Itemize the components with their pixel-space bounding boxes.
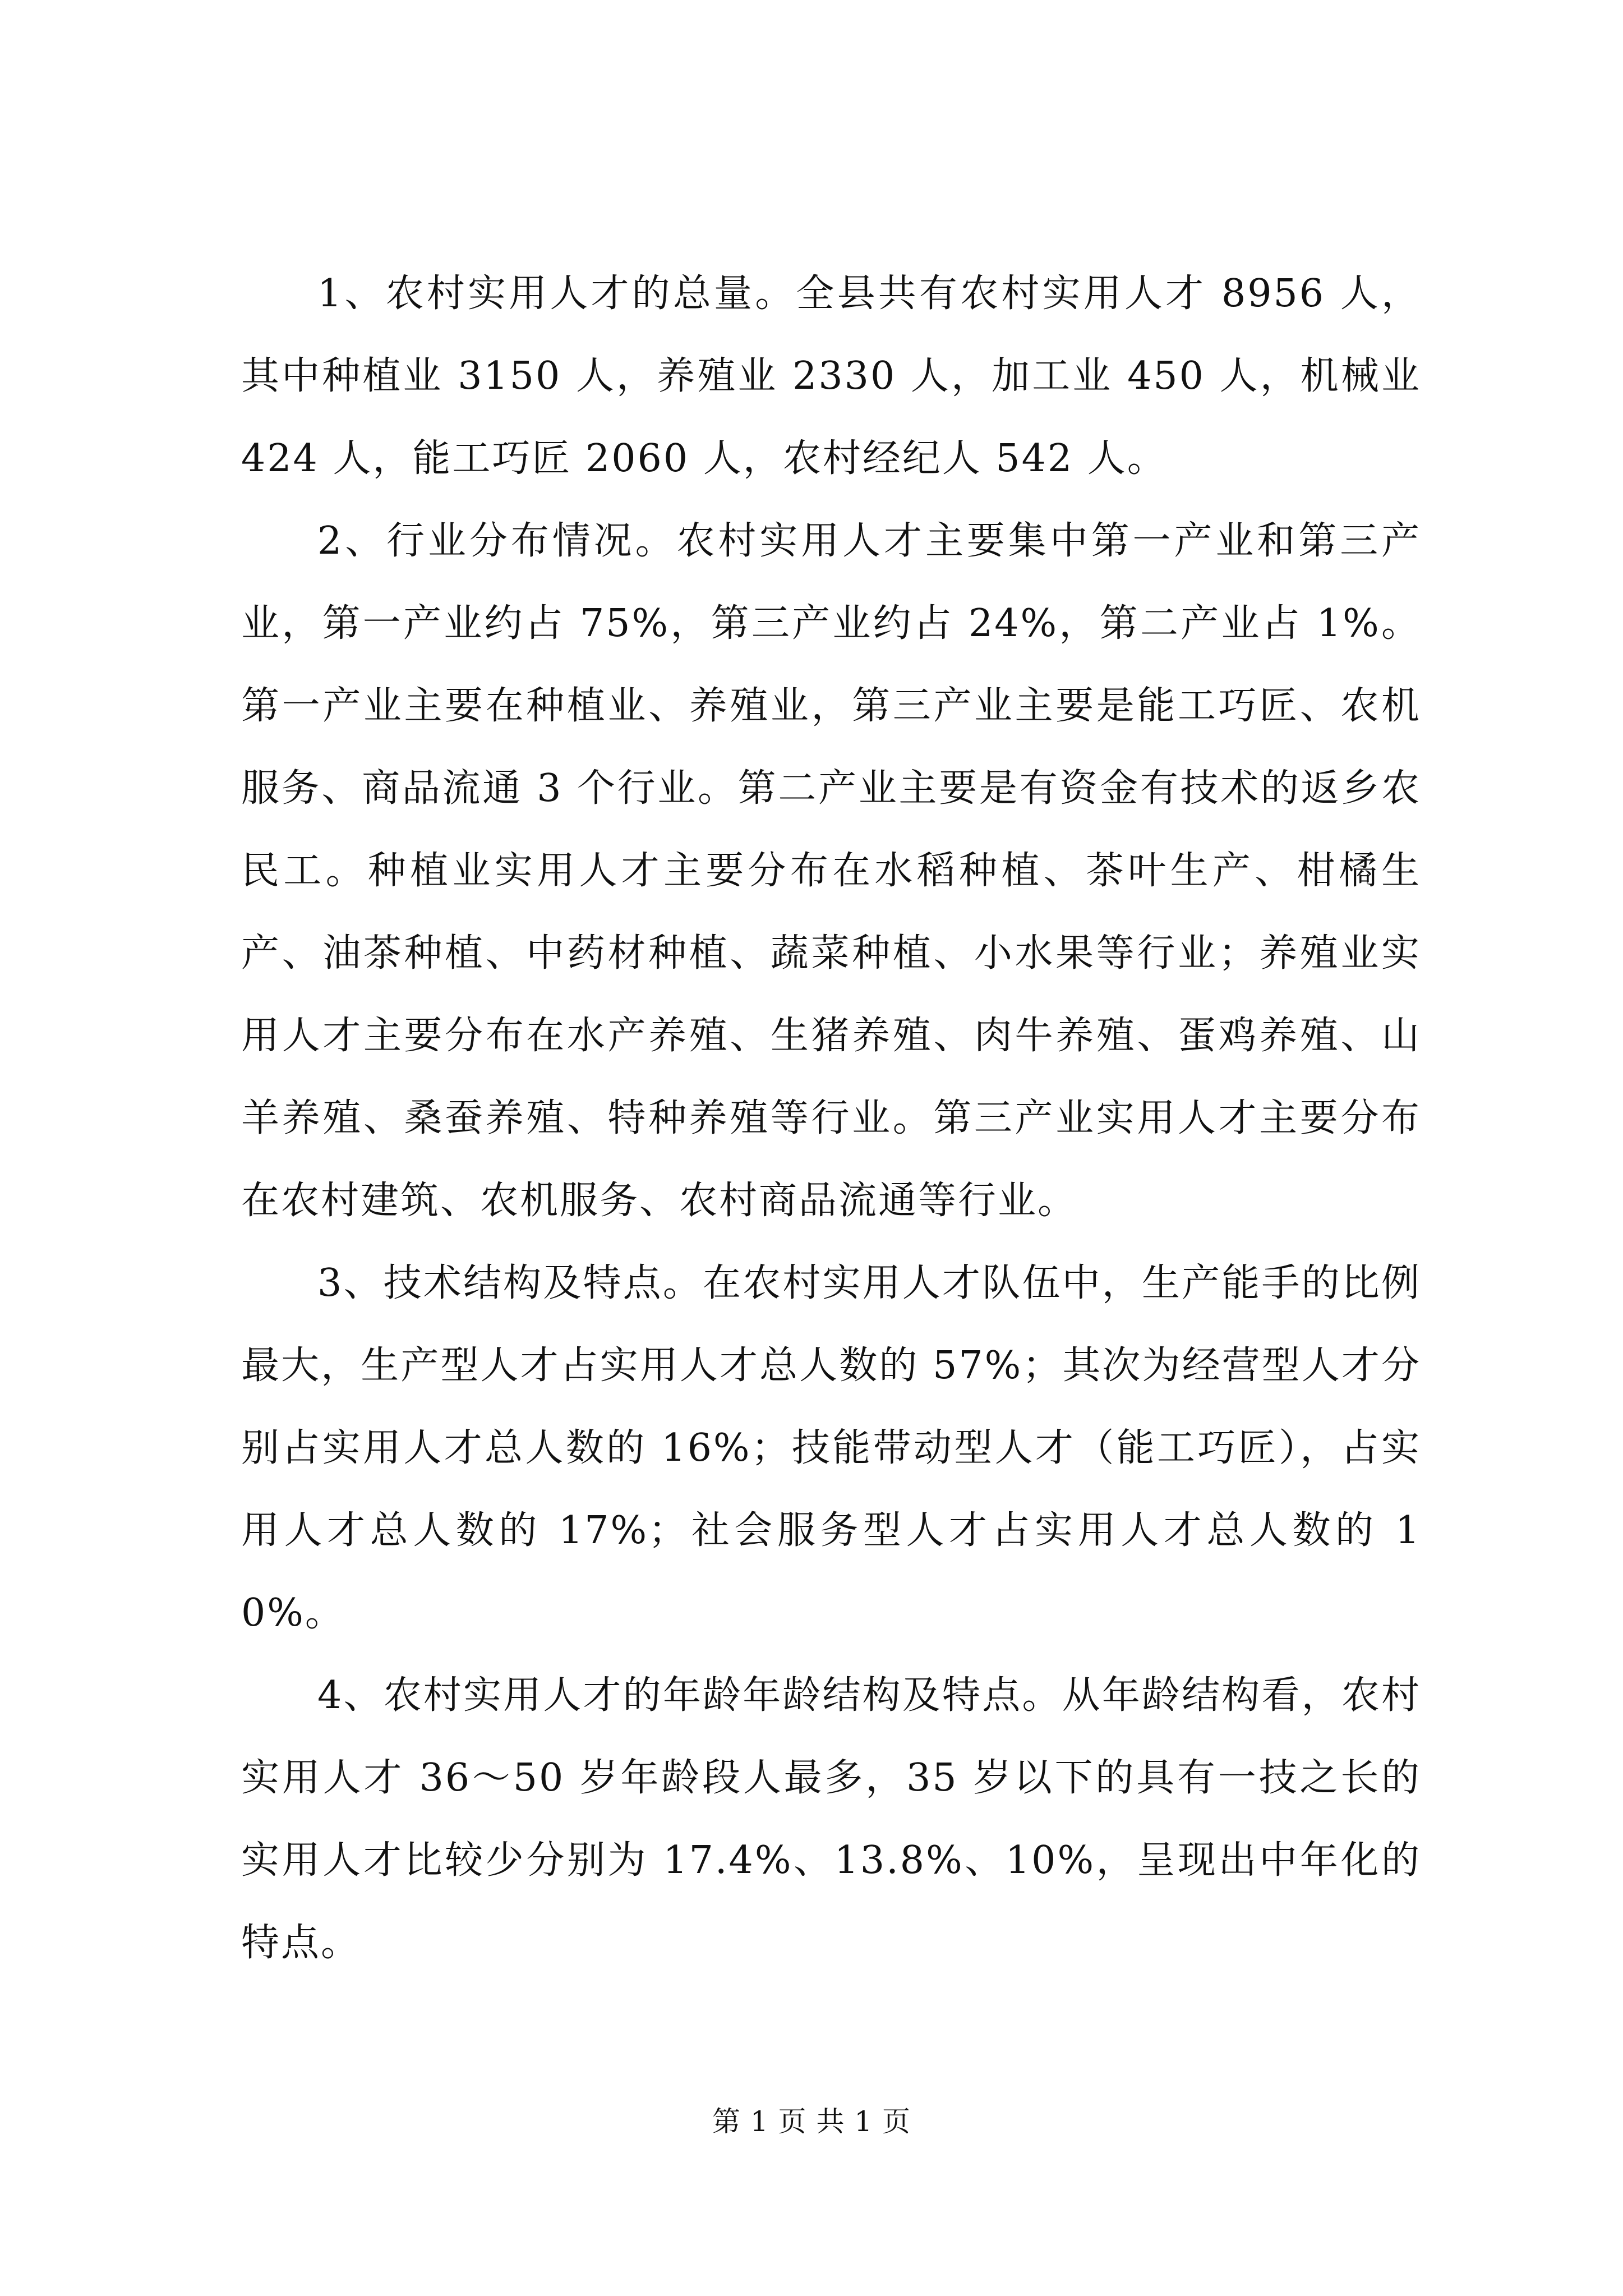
page-footer: 第 1 页 共 1 页	[712, 2105, 911, 2138]
paragraph-age-structure: 4、农村实用人才的年龄年龄结构及特点。从年龄结构看，农村实用人才 36～50 岁年龄段人最多，35 岁以下的具有一技之长的实用人才比较少分别为 17.4%、13.8%、10%，呈现出中年化的特点。	[241, 1673, 1421, 1965]
document-body	[241, 252, 1421, 1984]
paragraph-industry-distribution: 2、行业分布情况。农村实用人才主要集中第一产业和第三产业，第一产业约占 75%，第三产业约占 24%，第二产业占 1%。第一产业主要在种植业、养殖业，第三产业主要是能工巧匠、农机服务、商品流通 3 个行业。第二产业主要是有资金有技术的返乡农民工。种植业实用人才主要分布在水稻种植、茶叶生产、柑橘生产、油茶种植、中药材种植、蔬菜种植、小水果等行业；养殖业实用人才主要分布在水产养殖、生猪养殖、肉牛养殖、蛋鸡养殖、山羊养殖、桑蚕养殖、特种养殖等行业。第三产业实用人才主要分布在农村建筑、农机服务、农村商品流通等行业。	[241, 519, 1421, 1223]
paragraph-technical-structure: 3、技术结构及特点。在农村实用人才队伍中，生产能手的比例最大，生产型人才占实用人才总人数的 57%；其次为经营型人才分别占实用人才总人数的 16%；技能带动型人才（能工巧匠），占实用人才总人数的 17%；社会服务型人才占实用人才总人数的 10%。	[241, 1261, 1421, 1635]
paragraph-total-talent: 1、农村实用人才的总量。全县共有农村实用人才 8956 人，其中种植业 3150 人，养殖业 2330 人，加工业 450 人，机械业 424 人，能工巧匠 2060 人，农村经纪人 542 人。	[241, 272, 1421, 481]
